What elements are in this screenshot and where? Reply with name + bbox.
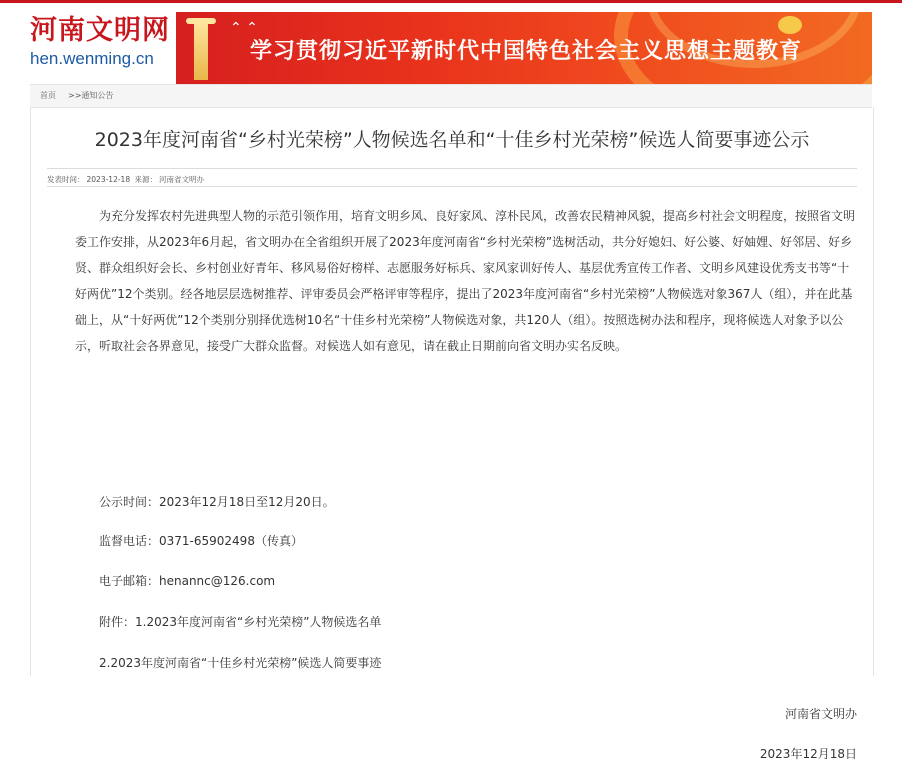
logo-chinese-name: 河南文明网 [30, 15, 170, 46]
banner-slogan: 学习贯彻习近平新时代中国特色社会主义思想主题教育 [250, 39, 803, 64]
article-source: 河南省文明办 [158, 175, 204, 184]
doves-icon: ⌃ ⌃ [230, 20, 258, 36]
signature: 河南省文明办 [784, 707, 857, 721]
logo-domain: hen.wenming.cn [30, 49, 154, 68]
breadcrumb-current-link[interactable]: >>通知公告 [68, 91, 114, 100]
article-container [30, 107, 874, 761]
article-title: 2023年度河南省“乡村光荣榜”人物候选名单和“十佳乡村光荣榜”候选人简要事迹公示 [94, 129, 810, 151]
breadcrumb [40, 90, 113, 101]
breadcrumb-bar [30, 84, 872, 108]
emblem-icon [778, 16, 802, 34]
attachment-2[interactable]: 2.2023年度河南省“十佳乡村光荣榜”候选人简要事迹 [99, 656, 382, 670]
publish-label: 发表时间： [47, 175, 85, 184]
sign-date: 2023年12月18日 [759, 747, 857, 761]
notice-time: 公示时间：2023年12月18日至12月20日。 [99, 495, 335, 509]
top-accent-line [0, 0, 902, 3]
breadcrumb-home-link[interactable]: 首页 [40, 91, 56, 100]
site-header [0, 6, 902, 80]
publish-date: 2023-12-18 [86, 175, 131, 184]
article-paragraph: 为充分发挥农村先进典型人物的示范引领作用，培育文明乡风、良好家风、淳朴民风，改善农民精神风貌，提高乡村社会文明程度，按照省文明委工作安排，从2023年6月起，省文明办在全省组织开展了2023年度河南省“乡村光荣榜”选树活动，共分好媳妇、好公婆、好妯娌、好邻居、好乡贤、群众组织好会长、乡村创业好青年、移风易俗好榜样、志愿服务好标兵、家风家训好传人、基层优秀宣传工作者、文明乡风建设优秀支书等“十好两优”12个类别。经各地层层选树推荐、评审委员会严格评审等程序，提出了2023年度河南省“乡村光荣榜”人物候选对象367人（组），并在此基础上，从“十好两优”12个类别分别择优选树10名“十佳乡村光荣榜”人物候选对象，共120人（组）。按照选树办法和程序，现将候选人对象予以公示，听取社会各界意见，接受广大群众监督。对候选人如有意见，请在截止日期前向省文明办实名反映。 [75, 209, 856, 353]
source-label: 来源： [134, 175, 157, 184]
article-body [75, 203, 857, 761]
theme-banner [176, 12, 872, 84]
article-meta [47, 174, 206, 185]
divider [47, 186, 857, 187]
site-logo[interactable] [30, 16, 170, 70]
pillar-icon [194, 20, 208, 80]
contact-email: 电子邮箱：henannc@126.com [99, 574, 276, 588]
supervision-phone: 监督电话：0371-65902498（传真） [99, 534, 303, 548]
attachment-1[interactable]: 附件：1.2023年度河南省“乡村光荣榜”人物候选名单 [99, 615, 382, 629]
divider [47, 168, 857, 169]
